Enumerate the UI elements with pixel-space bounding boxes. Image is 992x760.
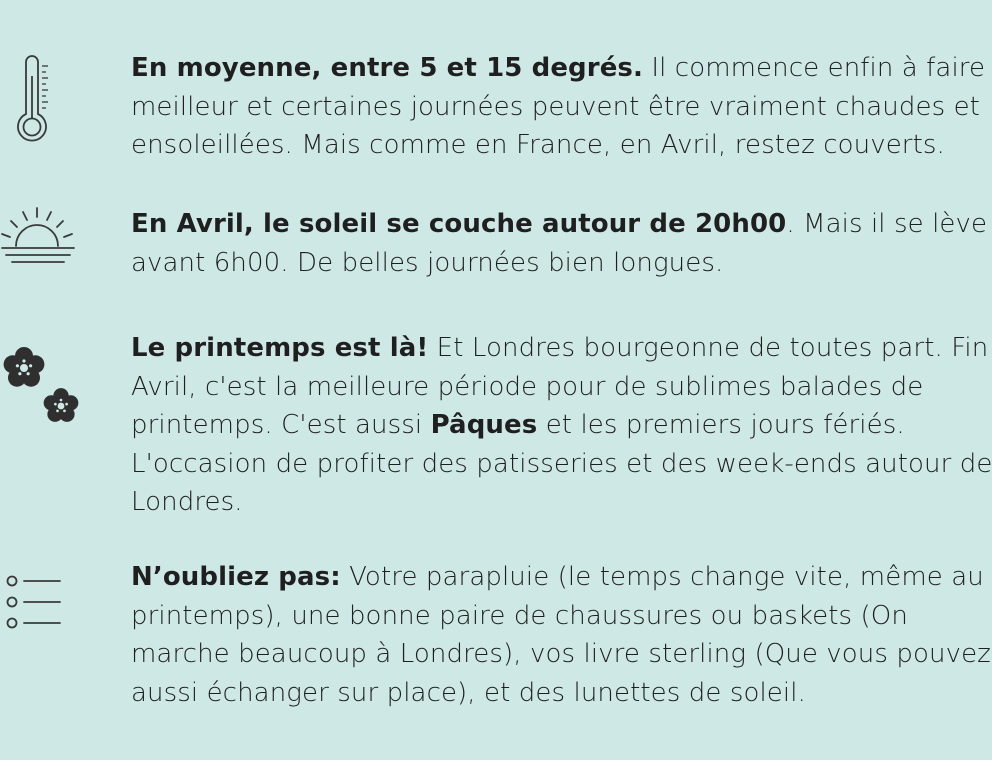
bold-lead: N’oubliez pas:	[131, 562, 341, 592]
bold-lead: Le printemps est là!	[131, 333, 429, 363]
paragraph-line: Avril, c'est la meilleure période pour de sublimes balades de	[131, 371, 924, 402]
temperature-paragraph	[131, 49, 991, 165]
bold-word: Pâques	[430, 410, 538, 440]
paragraph-line: ensoleillées. Mais comme en France, en Avril, restez couverts.	[131, 130, 945, 160]
sunset-paragraph	[131, 205, 991, 282]
paragraph-line	[131, 329, 991, 368]
line-text: Votre parapluie (le temps change vite, même au	[340, 562, 984, 592]
line-text: printemps. C'est aussi	[131, 410, 431, 440]
line-text: . Mais il se lève	[786, 209, 988, 239]
sunset-icon	[0, 204, 76, 270]
thermometer-icon	[12, 56, 52, 142]
paragraph-line	[131, 49, 991, 88]
reminder-paragraph	[131, 558, 991, 712]
spring-paragraph	[131, 329, 991, 522]
paragraph-line	[131, 406, 991, 445]
paragraph-line: Londres.	[131, 487, 243, 517]
checklist-icon	[4, 572, 64, 632]
line-text: et les premiers jours fériés.	[537, 410, 905, 440]
paragraph-line: meilleur et certaines journées peuvent être vraiment chaudes et	[131, 91, 980, 122]
paragraph-line	[131, 558, 991, 597]
paragraph-line: marche beaucoup à Londres), vos livre sterling (Que vous pouvez	[131, 639, 991, 669]
paragraph-line: L'occasion de profiter des patisseries et des week-ends autour de	[131, 448, 992, 479]
bold-lead: En Avril, le soleil se couche autour de 20h00	[131, 209, 787, 239]
paragraph-line: avant 6h00. De belles journées bien longues.	[131, 247, 724, 278]
paragraph-line: printemps), une bonne paire de chaussures ou baskets (On	[131, 600, 908, 631]
paragraph-line	[131, 205, 991, 244]
paragraph-line: aussi échanger sur place), et des lunettes de soleil.	[131, 677, 806, 708]
bold-lead: En moyenne, entre 5 et 15 degrés.	[131, 53, 643, 83]
line-text: Il commence enfin à faire	[642, 53, 986, 83]
line-text: Et Londres bourgeonne de toutes part. Fin	[428, 333, 989, 363]
flowers-icon	[0, 338, 86, 432]
